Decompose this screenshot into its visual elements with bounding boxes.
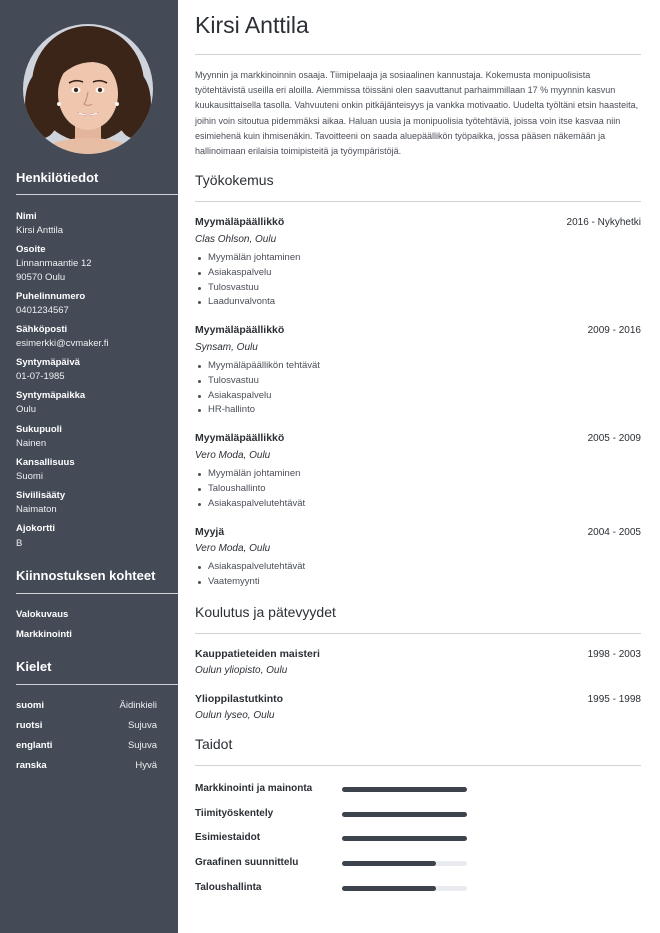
skill-level-bar (342, 836, 467, 841)
degree-date: 1998 - 2003 (587, 649, 641, 660)
job-task: Vaatemyynti (195, 575, 305, 590)
job-task: HR-hallinto (195, 403, 320, 418)
job-title: Myymäläpäällikkö (195, 324, 285, 336)
job-company: Vero Moda, Oulu (195, 543, 271, 554)
language-name: suomi (16, 700, 44, 711)
personal-value-phone: 0401234567 (16, 305, 69, 316)
job-task: Asiakaspalvelu (195, 389, 320, 404)
language-level: Sujuva (127, 740, 157, 751)
personal-value-marital-status: Naimaton (16, 504, 57, 515)
job-date: 2004 - 2005 (587, 527, 641, 538)
job-task-list (195, 560, 305, 590)
skill-level-fill (342, 787, 467, 792)
job-title: Myymäläpäällikkö (195, 216, 285, 228)
personal-value-birthdate: 01-07-1985 (16, 371, 65, 382)
job-title: Myymäläpäällikkö (195, 432, 285, 444)
skill-level-bar (342, 812, 467, 817)
skill-level-fill (342, 886, 436, 891)
personal-label-birthdate: Syntymäpäivä (16, 357, 80, 368)
personal-label-nationality: Kansallisuus (16, 457, 75, 468)
section-divider (195, 201, 641, 202)
language-row (16, 700, 157, 711)
job-task: Myymäläpäällikön tehtävät (195, 359, 320, 374)
job-task: Myymälän johtaminen (195, 467, 305, 482)
skill-name: Markkinointi ja mainonta (195, 783, 313, 794)
sidebar (0, 0, 178, 933)
job-task: Tulosvastuu (195, 281, 300, 296)
skill-level-fill (342, 861, 436, 866)
personal-label-birthplace: Syntymäpaikka (16, 390, 86, 401)
personal-label-name: Nimi (16, 211, 37, 222)
languages-heading: Kielet (16, 659, 52, 674)
language-name: englanti (16, 740, 53, 751)
experience-heading: Työkokemus (195, 172, 274, 188)
personal-label-phone: Puhelinnumero (16, 291, 86, 302)
degree-title: Kauppatieteiden maisteri (195, 648, 320, 660)
skill-name: Taloushallinta (195, 882, 262, 893)
personal-label-email: Sähköposti (16, 324, 68, 335)
profile-photo (23, 24, 153, 154)
skill-name: Tiimityöskentely (195, 808, 274, 819)
language-name: ranska (16, 760, 47, 771)
job-task: Asiakaspalvelu (195, 266, 300, 281)
section-divider (195, 633, 641, 634)
skill-name: Graafinen suunnittelu (195, 857, 299, 868)
degree-title: Ylioppilastutkinto (195, 693, 284, 705)
job-task: Asiakaspalvelutehtävät (195, 497, 305, 512)
job-date: 2016 - Nykyhetki (566, 217, 641, 228)
job-task-list (195, 467, 305, 511)
language-name: ruotsi (16, 720, 43, 731)
portrait-illustration (23, 24, 153, 154)
job-date: 2005 - 2009 (587, 433, 641, 444)
education-heading: Koulutus ja pätevyydet (195, 604, 336, 620)
sidebar-divider (16, 684, 178, 685)
interests-heading: Kiinnostuksen kohteet (16, 568, 156, 583)
skill-level-bar (342, 861, 467, 866)
skill-level-bar (342, 886, 467, 891)
job-task: Taloushallinto (195, 482, 305, 497)
job-task: Laadunvalvonta (195, 295, 300, 310)
personal-value-gender: Nainen (16, 438, 47, 449)
skills-heading: Taidot (195, 736, 233, 752)
job-task: Tulosvastuu (195, 374, 320, 389)
skill-level-fill (342, 836, 467, 841)
sidebar-divider (16, 593, 178, 594)
personal-value-birthplace: Oulu (16, 404, 37, 415)
personal-value-address-street: Linnanmaantie 12 (16, 258, 92, 269)
language-level: Hyvä (135, 760, 157, 771)
job-task-list (195, 251, 300, 310)
personal-label-address: Osoite (16, 244, 46, 255)
personal-info-heading: Henkilötiedot (16, 170, 99, 185)
page-title: Kirsi Anttila (195, 12, 309, 38)
degree-school: Oulun lyseo, Oulu (195, 710, 275, 721)
job-task: Asiakaspalvelutehtävät (195, 560, 305, 575)
degree-school: Oulun yliopisto, Oulu (195, 665, 288, 676)
profile-summary: Myynnin ja markkinoinnin osaaja. Tiimipelaaja ja sosiaalinen kannustaja. Kokemusta monipuolisista työtehtävistä useilla eri aloilla. Aiemmissa töissäni olen saavuttanut parhaimmillaan 17 % myynnin kasvun kuukausittaisella tasolla. Vahvuuteni onkin pitkäjänteisyys ja vankka motivaatio. Uudelta työltäni etsin haasteita, joihin voin sitoutua pidemmäksi aikaa. Haluan uusia ja monipuolisia työtehtäviä, joissa voin itse kasvaa niin esimiehenä kuin ihmisenäkin. Tavoitteeni on saada aluepäällikön työpaikka, jossa pääsen näkemään ja hallinoimaan erilaisia toimipisteitä ja työympäristöjä. (195, 70, 639, 157)
job-task: Myymälän johtaminen (195, 251, 300, 266)
language-level: Sujuva (127, 720, 157, 731)
language-row (16, 760, 157, 771)
job-task-list (195, 359, 320, 418)
language-level: Äidinkieli (119, 700, 157, 711)
personal-value-name: Kirsi Anttila (16, 225, 63, 236)
degree-date: 1995 - 1998 (587, 694, 641, 705)
job-date: 2009 - 2016 (587, 325, 641, 336)
personal-value-email[interactable]: esimerkki@cvmaker.fi (16, 338, 109, 349)
personal-label-gender: Sukupuoli (16, 424, 62, 435)
job-company: Clas Ohlson, Oulu (195, 234, 277, 245)
personal-value-address-city: 90570 Oulu (16, 272, 66, 283)
job-company: Vero Moda, Oulu (195, 450, 271, 461)
language-row (16, 720, 157, 731)
language-row (16, 740, 157, 751)
job-company: Synsam, Oulu (195, 342, 258, 353)
personal-value-nationality: Suomi (16, 471, 43, 482)
skill-level-fill (342, 812, 467, 817)
personal-value-driving-license: B (16, 538, 23, 549)
interest-item: Valokuvaus (16, 609, 69, 620)
job-title: Myyjä (195, 526, 225, 538)
title-divider (195, 54, 641, 55)
personal-label-marital-status: Siviilisääty (16, 490, 66, 501)
section-divider (195, 765, 641, 766)
personal-label-driving-license: Ajokortti (16, 523, 56, 534)
sidebar-divider (16, 194, 178, 195)
interest-item: Markkinointi (16, 629, 72, 640)
skill-level-bar (342, 787, 467, 792)
skill-name: Esimiestaidot (195, 832, 261, 843)
